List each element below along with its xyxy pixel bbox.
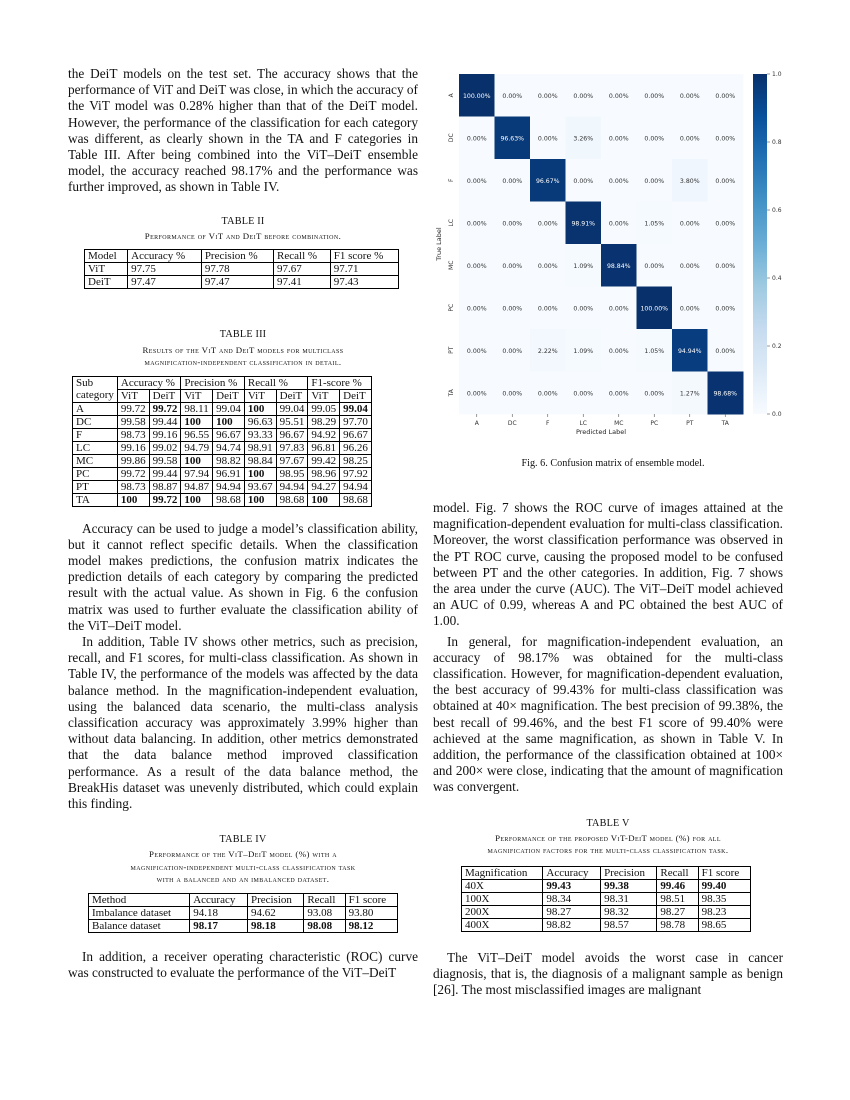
table-cell: ViT [244,389,276,402]
table-cell: 98.12 [345,919,397,932]
cell-value-label: 0.00% [715,262,736,270]
table-cell: 98.96 [308,467,340,480]
left-paragraph-3: In addition, Table IV shows other metrics, such as precision, recall, and F1 scores, for multi-class classification. As shown in Table IV, the performance of the models was affected by the data balance method. In the magnification-independent evaluation, using the balanced data scenario, the multi-class analysis classification accuracy was approximately 3.99% higher than without data balancing. In addition, other metrics demonstrated that the data balance method improved classification performance. As a result of the data balance method, the BreakHis dataset was unevenly distributed, which could explain this finding. [68,633,418,811]
table-cell: 99.72 [149,402,181,415]
table-cell: DeiT [85,276,128,289]
cell-value-label: 0.00% [608,177,629,185]
table-cell: Recall % [274,250,331,263]
table-cell: 99.04 [213,402,245,415]
table-cell: 96.91 [213,467,245,480]
table-row [462,905,751,918]
table-row [462,892,751,905]
table-cell: 99.72 [117,402,149,415]
colorbar-tick-label: 0.0 [772,411,782,418]
colorbar-tick-label: 0.2 [772,343,782,350]
table-cell: 40X [462,879,543,892]
table-cell: 96.67 [213,428,245,441]
table-row [73,480,372,493]
table-cell: 93.67 [244,480,276,493]
table-cell: 98.73 [117,480,149,493]
table-cell: Magnification [462,866,543,879]
table-cell: 98.34 [543,892,601,905]
cell-value-label: 0.00% [466,347,487,355]
table-cell: 97.70 [340,415,372,428]
table-cell: 99.72 [117,467,149,480]
table-cell: 93.08 [304,906,345,919]
table-cell: DeiT [340,389,372,402]
table5 [461,866,751,932]
table-cell: F [73,428,118,441]
cell-value-label: 0.00% [715,220,736,228]
colorbar-tick-label: 0.6 [772,207,782,214]
table5-title-2: magnification factors for the multi-class classification task. [487,845,729,856]
table-cell: 97.41 [274,276,331,289]
table-cell: Precision % [201,250,273,263]
table3-label: TABLE III [219,329,267,341]
table-cell: 98.18 [247,919,303,932]
cell-value-label: 0.00% [715,177,736,185]
table3-title-2: magnification-independent classification in detail. [144,357,342,368]
left-paragraph-4: In addition, a receiver operating characteristic (ROC) curve was constructed to evaluate the performance of the ViT–DeiT [68,948,418,981]
table-row [73,467,372,480]
x-tick-label: F [546,420,550,427]
table-cell: Model [85,250,128,263]
table-cell: 98.84 [244,454,276,467]
table-cell: Accuracy % [117,376,181,389]
table-row [73,415,372,428]
cell-value-label: 100.00% [640,305,669,313]
table-row [73,493,372,506]
cell-value-label: 0.00% [502,220,523,228]
table-cell: F1 score % [330,250,398,263]
cell-value-label: 0.00% [608,390,629,398]
table-cell: 100 [181,454,213,467]
table-cell: 99.40 [698,879,750,892]
cell-value-label: 0.00% [466,390,487,398]
table-cell: 93.33 [244,428,276,441]
table-cell: 96.63 [244,415,276,428]
table-cell: 98.68 [340,493,372,506]
table-cell: 94.74 [213,441,245,454]
table-cell: LC [73,441,118,454]
table-cell: 97.47 [201,276,273,289]
cell-value-label: 0.00% [502,347,523,355]
cell-value-label: 0.00% [573,305,594,313]
table-cell: 97.92 [340,467,372,480]
table-cell: 97.67 [276,454,308,467]
y-tick-label: MC [448,260,455,270]
table-cell: 98.65 [698,918,750,931]
table-cell: 99.02 [149,441,181,454]
cell-value-label: 0.00% [466,305,487,313]
table-cell: ViT [181,389,213,402]
cell-value-label: 3.80% [679,177,700,185]
cell-value-label: 0.00% [466,220,487,228]
colorbar-tick-label: 0.4 [772,275,782,282]
table-cell: Precision [247,893,303,906]
table-cell: A [73,402,118,415]
cell-value-label: 1.09% [573,347,594,355]
right-paragraph-3: The ViT–DeiT model avoids the worst case in cancer diagnosis, that is, the diagnosis of a malignant sample as benign [26]. The most misclassified images are malignant [433,949,783,998]
table4 [88,893,398,933]
table-cell: 98.11 [181,402,213,415]
cell-value-label: 1.09% [573,262,594,270]
cell-value-label: 0.00% [466,262,487,270]
table-cell: 99.86 [117,454,149,467]
cell-value-label: 3.26% [573,135,594,143]
cell-value-label: 0.00% [608,220,629,228]
table-cell: Accuracy [543,866,601,879]
table-cell: 99.46 [657,879,698,892]
x-tick-label: MC [614,420,624,427]
table2 [84,249,399,289]
table-cell: 96.81 [308,441,340,454]
table-row [85,263,399,276]
y-tick-label: DC [448,133,455,143]
left-column [68,66,418,981]
table-cell: 100 [244,467,276,480]
cell-value-label: 1.27% [679,390,700,398]
y-tick-label: PC [448,303,455,312]
table-cell: category [73,389,118,402]
table-cell: DeiT [149,389,181,402]
table-cell: 100X [462,892,543,905]
cell-value-label: 0.00% [537,135,558,143]
cell-value-label: 0.00% [502,262,523,270]
table-cell: ViT [308,389,340,402]
table-cell: 94.87 [181,480,213,493]
table-cell: 97.47 [128,276,202,289]
cell-value-label: 0.00% [537,262,558,270]
table-row [73,402,372,415]
table-cell: 99.58 [149,454,181,467]
table-cell: 93.80 [345,906,397,919]
table-cell: Sub [73,376,118,389]
cell-value-label: 0.00% [644,390,665,398]
table-header-row [462,866,751,879]
confusion-matrix-chart [433,66,793,446]
x-tick-label: PT [686,420,694,427]
table-cell: 100 [181,493,213,506]
table-row [89,919,398,932]
x-tick-label: TA [721,420,729,427]
table-cell: ViT [85,263,128,276]
table-cell: PT [73,480,118,493]
table-cell: 99.04 [340,402,372,415]
cell-value-label: 0.00% [573,92,594,100]
cell-value-label: 0.00% [644,135,665,143]
table-cell: 98.78 [657,918,698,931]
table-cell: 98.82 [543,918,601,931]
figure6-caption: Fig. 6. Confusion matrix of ensemble model. [521,458,705,469]
table-cell: Balance dataset [89,919,190,932]
table-cell: 98.27 [543,905,601,918]
table4-title-3: with a balanced and an imbalanced dataset. [156,874,330,885]
table-cell: 94.94 [213,480,245,493]
table-cell: 97.83 [276,441,308,454]
table-header-row [85,250,399,263]
table-cell: 94.94 [276,480,308,493]
table-cell: 98.82 [213,454,245,467]
table-row [462,918,751,931]
y-tick-label: TA [448,389,455,397]
table-cell: 400X [462,918,543,931]
table-cell: Recall [304,893,345,906]
table-cell: ViT [117,389,149,402]
table-cell: 98.91 [244,441,276,454]
y-tick-label: LC [448,218,455,227]
cell-value-label: 1.05% [644,220,665,228]
table-cell: 100 [181,415,213,428]
table-cell: Accuracy % [128,250,202,263]
table4-title-2: magnification-independent multi-class classification task [130,861,356,872]
cell-value-label: 0.00% [608,135,629,143]
left-paragraph-1: the DeiT models on the test set. The accuracy shows that the performance of ViT and DeiT was close, in which the accuracy of the ViT model was 0.28% higher than that of the DeiT model. However, the performance of the classification for each category was different, as clearly shown in the TA and F categories in Table III. After being combined into the ViT–DeiT ensemble model, the accuracy reached 98.17% and the performance was further improved, as shown in Table IV. [68,66,418,195]
table-cell: 96.55 [181,428,213,441]
table-row [462,879,751,892]
table-row [73,441,372,454]
cell-value-label: 0.00% [644,92,665,100]
cell-value-label: 0.00% [715,135,736,143]
colorbar [753,74,767,414]
table-cell: 96.26 [340,441,372,454]
cell-value-label: 0.00% [573,177,594,185]
table-cell: 98.87 [149,480,181,493]
table-cell: 99.16 [149,428,181,441]
table-cell: 98.31 [601,892,657,905]
table-cell: DeiT [276,389,308,402]
x-tick-label: LC [579,420,588,427]
table-cell: 98.57 [601,918,657,931]
table-cell: 100 [117,493,149,506]
confusion-matrix-figure [433,66,793,446]
table-row [73,428,372,441]
table-cell: 99.04 [276,402,308,415]
table-cell: 96.67 [276,428,308,441]
table3-title-1: Results of the ViT and DeiT models for multiclass [142,344,344,355]
cell-value-label: 0.00% [608,347,629,355]
cell-value-label: 100.00% [462,92,491,100]
table-cell: 94.79 [181,441,213,454]
table-cell: Recall % [244,376,308,389]
table-header-row [89,893,398,906]
cell-value-label: 0.00% [502,92,523,100]
table4-title-1: Performance of the ViT–DeiT model (%) with a [149,849,337,860]
right-paragraph-1: model. Fig. 7 shows the ROC curve of images attained at the magnification-dependent evaluation for multi-class classification. Moreover, the worst classification performance was observed in the PT ROC curve, causing the proposed model to be confused between PT and the other categories. In addition, Fig. 7 shows the area under the curve (AUC). The ViT–DeiT model achieved an AUC of 0.99, whereas A and PC obtained the best AUC of 1.00. [433,500,783,629]
table-cell: 99.58 [117,415,149,428]
table-cell: 97.94 [181,467,213,480]
table-cell: 99.05 [308,402,340,415]
table-cell: 98.68 [213,493,245,506]
cell-value-label: 1.05% [644,347,665,355]
cell-value-label: 0.00% [715,305,736,313]
cell-value-label: 96.67% [535,177,560,185]
cell-value-label: 0.00% [679,135,700,143]
table-cell: 98.32 [601,905,657,918]
table-cell: 99.38 [601,879,657,892]
table-cell: 98.25 [340,454,372,467]
cell-value-label: 94.94% [677,347,702,355]
table-cell: 97.78 [201,263,273,276]
cell-value-label: 0.00% [679,305,700,313]
cell-value-label: 0.00% [679,92,700,100]
y-tick-label: A [448,93,455,98]
cell-value-label: 0.00% [608,92,629,100]
cell-value-label: 0.00% [715,347,736,355]
cell-value-label: 0.00% [502,177,523,185]
table-cell: 100 [244,402,276,415]
cell-value-label: 0.00% [679,220,700,228]
cell-value-label: 0.00% [573,390,594,398]
table-cell: 98.17 [190,919,248,932]
table-cell: 94.92 [308,428,340,441]
table-cell: Precision % [181,376,245,389]
table-cell: 97.67 [274,263,331,276]
table-cell: 100 [213,415,245,428]
x-axis-label: Predicted Label [575,428,627,436]
table-row [89,906,398,919]
table-cell: 95.51 [276,415,308,428]
left-paragraph-2: Accuracy can be used to judge a model’s classification ability, but it cannot reflect specific details. When the classification model makes predictions, the confusion matrix indicates the prediction details of each category by comparing the predicted result with the actual value. As shown in Fig. 6 the confusion matrix was used to further evaluate the classification ability of the ViT–DeiT model. [68,520,418,633]
cell-value-label: 0.00% [644,262,665,270]
table-cell: 99.43 [543,879,601,892]
cell-value-label: 0.00% [537,220,558,228]
table-cell: 100 [244,493,276,506]
table-cell: Recall [657,866,698,879]
table-cell: 97.75 [128,263,202,276]
right-paragraph-2: In general, for magnification-independent evaluation, an accuracy of 98.17% was obtained for the multi-class classification. However, for magnification-dependent evaluation, the best accuracy of 99.43% for multi-class classification was obtained at 40× magnification. The best precision of 99.38%, the best recall of 99.46%, and the best F1 score of 99.40% were achieved at the same magnification, as shown in Table V. In addition, the performance of the classification obtained at 100× and 200× were close, indicating that the amount of magnification was convergent. [433,633,783,795]
table-cell: 98.73 [117,428,149,441]
cell-value-label: 0.00% [715,92,736,100]
table-cell: 200X [462,905,543,918]
table-cell: DeiT [213,389,245,402]
table-cell: 98.95 [276,467,308,480]
table-cell: Imbalance dataset [89,906,190,919]
cell-value-label: 0.00% [466,177,487,185]
cell-value-label: 0.00% [537,92,558,100]
cell-value-label: 0.00% [644,177,665,185]
table-cell: DC [73,415,118,428]
cell-value-label: 0.00% [537,305,558,313]
colorbar-tick-label: 0.8 [772,139,782,146]
table-cell: Method [89,893,190,906]
table-row [73,454,372,467]
table-cell: 98.68 [276,493,308,506]
right-column [433,500,783,998]
table-cell: 98.23 [698,905,750,918]
table-cell: 98.27 [657,905,698,918]
table-header-row [73,376,372,389]
table-row [85,276,399,289]
table-cell: 98.29 [308,415,340,428]
table-cell: 96.67 [340,428,372,441]
table-cell: TA [73,493,118,506]
table4-label: TABLE IV [219,834,267,846]
y-axis-label: True Label [435,227,443,261]
table-cell: 99.42 [308,454,340,467]
x-tick-label: PC [650,420,659,427]
table-cell: F1 score [345,893,397,906]
table5-label: TABLE V [586,817,630,829]
table-cell: 97.71 [330,263,398,276]
table5-title-1: Performance of the proposed ViT-DeiT model (%) for all [495,832,721,843]
table-cell: 98.51 [657,892,698,905]
colorbar-tick-label: 1.0 [772,71,782,78]
table-cell: MC [73,454,118,467]
x-tick-label: DC [507,420,517,427]
table-cell: 99.72 [149,493,181,506]
cell-value-label: 98.91% [571,220,596,228]
y-tick-label: PT [448,346,455,354]
cell-value-label: 0.00% [537,390,558,398]
cell-value-label: 98.68% [713,390,738,398]
table-cell: Precision [601,866,657,879]
table-header-row [73,389,372,402]
table-cell: 99.16 [117,441,149,454]
table-cell: 100 [308,493,340,506]
cell-value-label: 0.00% [502,390,523,398]
cell-value-label: 0.00% [466,135,487,143]
table-cell: 99.44 [149,415,181,428]
table-cell: PC [73,467,118,480]
table-cell: 94.18 [190,906,248,919]
cell-value-label: 0.00% [502,305,523,313]
table-cell: 99.44 [149,467,181,480]
table-cell: 98.08 [304,919,345,932]
table-cell: 94.94 [340,480,372,493]
cell-value-label: 98.84% [606,262,631,270]
cell-value-label: 0.00% [608,305,629,313]
table2-title: Performance of ViT and DeiT before combination. [144,230,342,241]
y-tick-label: F [448,178,455,182]
x-tick-label: A [474,420,479,427]
cell-value-label: 96.63% [500,135,525,143]
table2-label: TABLE II [221,215,265,227]
table3 [72,376,372,507]
table-cell: F1-score % [308,376,372,389]
cell-value-label: 2.22% [537,347,558,355]
table-cell: 97.43 [330,276,398,289]
table-cell: 94.62 [247,906,303,919]
cell-value-label: 0.00% [679,262,700,270]
table-cell: 98.35 [698,892,750,905]
table-cell: F1 score [698,866,750,879]
table-cell: Accuracy [190,893,248,906]
table-cell: 94.27 [308,480,340,493]
